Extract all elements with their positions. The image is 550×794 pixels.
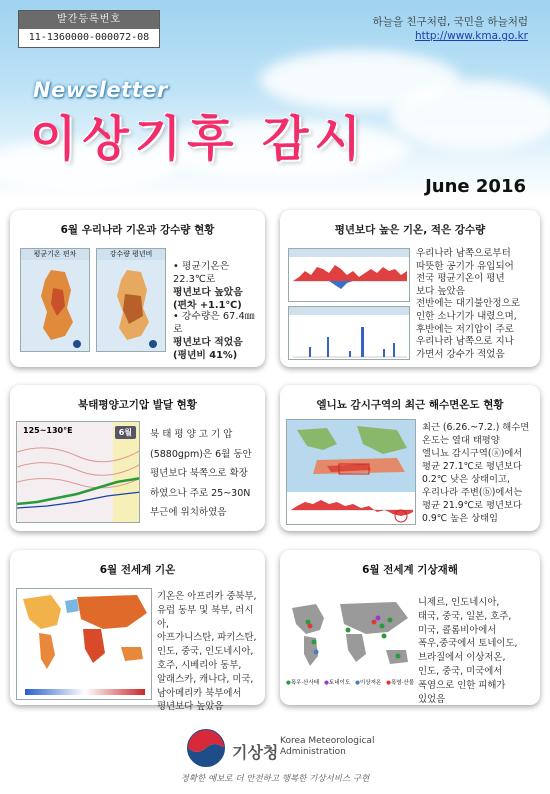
chart-month-badge: 6월 [115,426,136,439]
temp-anomaly-map [20,248,90,352]
issue-date: June 2016 [425,176,526,197]
card-elnino [280,385,540,531]
card-title: 평년보다 높은 기온, 적은 강수량 [334,224,486,236]
card-high-temp [280,210,540,367]
kma-logo-icon [186,728,226,768]
map-label: 평균기온 편차 [21,249,89,260]
agency-name: 기상청 [232,743,279,762]
registration-label: 발간등록번호 [19,11,159,29]
footer-slogan: 정확한 예보로 더 안전하고 행복한 기상서비스 구현 [180,774,370,784]
newsletter-label: Newsletter [33,78,168,102]
legend-cold: ●이상저온 [355,680,382,686]
card-title: 엘니뇨 감시구역의 최근 해수면온도 현황 [316,399,504,411]
precip-summary: • 강수량은 67.4㎜ 로 평년보다 적었음 (평년비 41%) [173,311,255,361]
temp-summary: • 평균기온은 22.3℃로 평년보다 높았음 (편차 +1.1℃) [173,261,243,311]
world-disaster-map [286,596,414,692]
precip-ratio-map [96,248,166,352]
korea-map-icon [97,260,166,352]
high-temp-text: 우리나라 남쪽으로부터 따뜻한 공기가 유입되어 전국 평균기온이 평년 보다 높았음 전반에는 대기불안정으로 인한 소나기가 내렸으며, 후반에는 저기압이 주로 우리나라 남쪽으로 지나 가면서 강수가 적었음 [416,248,520,360]
card-title: 북태평양고기압 발달 현황 [78,399,197,411]
card-title: 6월 전세계 기온 [99,564,176,576]
card-title: 6월 전세계 기상재해 [362,564,458,576]
chart-region-label: 125~130°E [23,426,73,435]
sst-anomaly-map [286,419,416,525]
agency-name-en: Korea Meteorological Administration [280,736,375,757]
header-slogan: 하늘을 친구처럼, 국민을 하늘처럼 [372,16,528,28]
elnino-text: 최근 (6.26.~7.2.) 해수면 온도는 열대 태평양 엘니뇨 감시구역(ⓐ)에서 평균 27.1℃로 평년보다 0.2℃ 낮은 상태이고, 우리나라 주변(ⓑ)에서는 평균 21.9℃로 평년보다 0.9℃ 높은 상태임 [422,422,530,524]
page-title: 이상기후 감시 [30,111,367,167]
card-pacific-high [10,385,265,531]
legend-heatwave: ●폭염·산불 [386,680,414,686]
disaster-legend [286,678,414,686]
map-label: 강수량 평년비 [97,249,165,260]
world-disaster-text: 니제르, 인도네시아, 태국, 중국, 일본, 호주, 미국, 콜롬비아에서 폭우,중국에서 토네이도, 브라질에서 이상저온, 인도, 중국, 미국에서 폭염으로 인한 피해가 있었음 [418,597,518,705]
card-temp-precip [10,210,265,367]
world-temp-map [16,588,152,700]
legend-heavy-rain: ●폭우·산사태 [286,680,320,686]
world-temp-text: 기온은 아프리카 중북부, 유럽 동부 및 북부, 러시아, 아프가니스탄, 파키스탄, 인도, 중국, 인도네시아, 호주, 시베리아 동부, 알래스카, 캐나다, 미국, 남아메리카 북부에서 평년보다 높았음 [157,591,257,713]
card-world-disaster [280,550,540,705]
korea-map-icon [21,260,90,352]
header-url-link[interactable]: http://www.kma.go.kr [414,30,528,42]
precip-timeseries-chart [288,306,410,360]
registration-number: 11-1360000-000072-08 [28,32,150,43]
hovmoller-chart [16,421,140,523]
legend-tornado: ●토네이도 [324,680,351,686]
temp-timeseries-chart [288,248,410,302]
registration-box [18,10,160,48]
card-title: 6월 우리나라 기온과 강수량 현황 [60,224,215,236]
card-world-temp [10,550,265,713]
pacific-high-text: 북 태 평 양 고 기 압 (5880gpm)은 6월 동안 평년보다 북쪽으로 확장 하였으나 주로 25~30N 부근에 위치하였음 [150,429,252,518]
